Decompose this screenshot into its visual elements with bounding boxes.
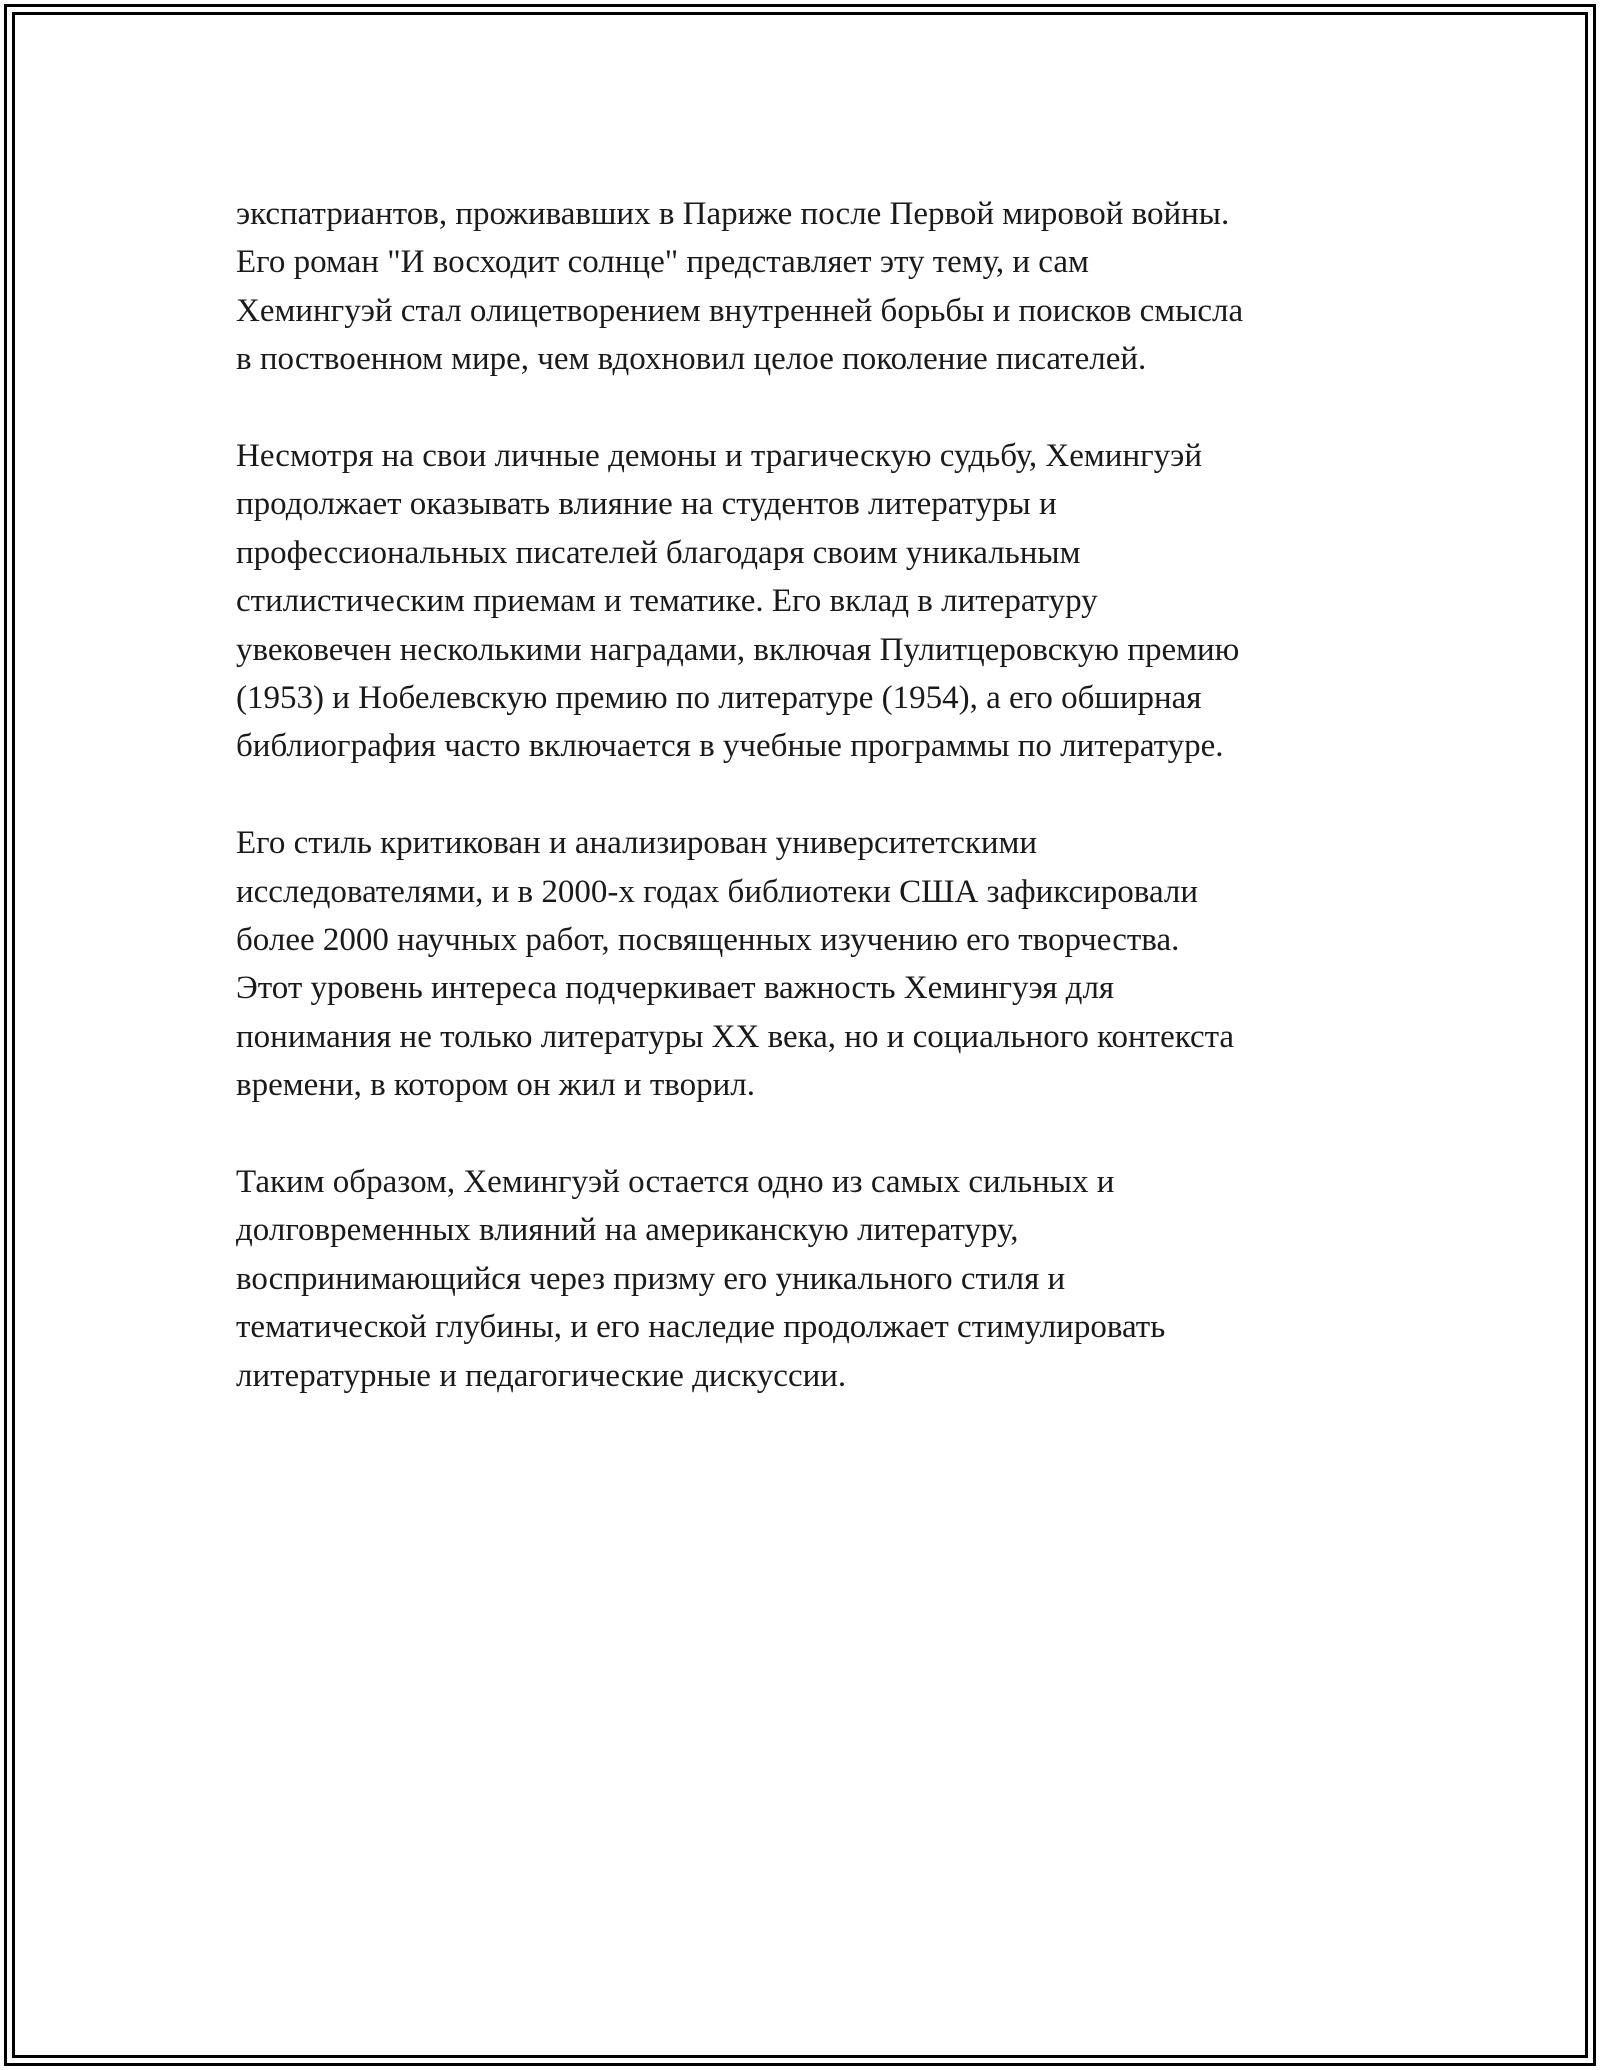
text-line: времени, в котором он жил и творил. [236, 1067, 755, 1104]
text-line: Несмотря на свои личные демоны и трагическую судьбу, Хемингуэй [236, 438, 1202, 475]
text-line: исследователями, и в 2000-х годах библиотеки США зафиксировали [236, 873, 1199, 910]
text-line: стилистическим приемам и тематике. Его вклад в литературу [236, 583, 1098, 620]
text-line: более 2000 научных работ, посвященных изучению его творчества. [236, 922, 1180, 959]
document-body [236, 190, 1396, 1449]
text-line: Таким образом, Хемингуэй остается одно из самых сильных и [236, 1164, 1115, 1201]
paragraph-3 [236, 819, 1396, 1109]
text-line: библиография часто включается в учебные программы по литературе. [236, 728, 1224, 765]
text-line: увековечен несколькими наградами, включая Пулитцеровскую премию [236, 631, 1240, 668]
text-line: долговременных влияний на американскую литературу, [236, 1212, 1019, 1249]
text-line: Хемингуэй стал олицетворением внутренней борьбы и поисков смысла [236, 292, 1244, 329]
text-line: литературные и педагогические дискуссии. [236, 1357, 847, 1394]
text-line: в поствоенном мире, чем вдохновил целое поколение писателей. [236, 341, 1147, 378]
paragraph-2 [236, 432, 1396, 771]
text-line: (1953) и Нобелевскую премию по литературе (1954), а его обширная [236, 680, 1202, 717]
text-line: Его роман "И восходит солнце" представляет эту тему, и сам [236, 244, 1089, 281]
text-line: профессиональных писателей благодаря своим уникальным [236, 534, 1081, 571]
paragraph-4 [236, 1158, 1396, 1400]
text-line: тематической глубины, и его наследие продолжает стимулировать [236, 1309, 1166, 1346]
text-line: экспатриантов, проживавших в Париже после Первой мировой войны. [236, 196, 1230, 232]
text-line: Этот уровень интереса подчеркивает важность Хемингуэя для [236, 970, 1115, 1007]
text-line: понимания не только литературы XX века, но и социального контекста [236, 1018, 1235, 1055]
text-line: воспринимающийся через призму его уникального стиля и [236, 1260, 1066, 1297]
text-line: продолжает оказывать влияние на студентов литературы и [236, 486, 1057, 523]
text-line: Его стиль критикован и анализирован университетскими [236, 825, 1038, 862]
paragraph-1 [236, 190, 1396, 384]
